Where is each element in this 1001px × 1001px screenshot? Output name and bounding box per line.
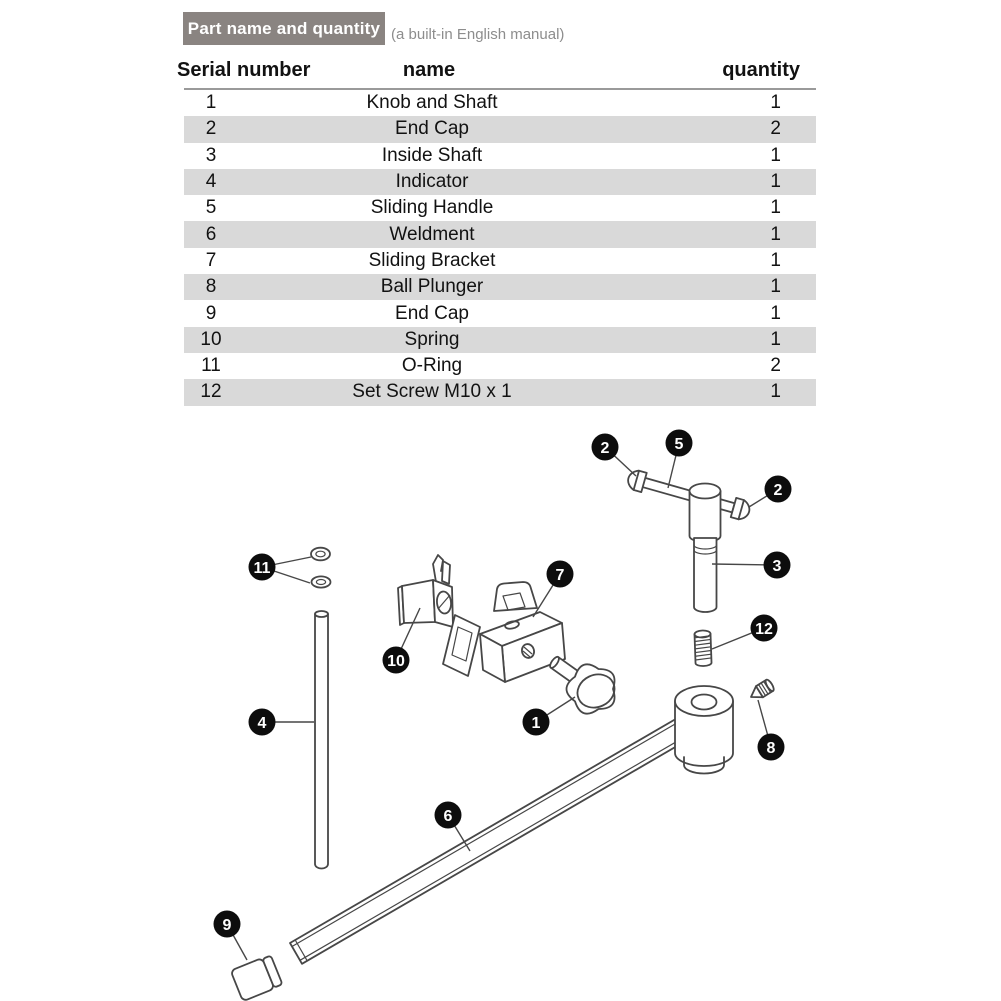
cell-serial: 8 <box>205 276 217 298</box>
callout-number: 5 <box>674 435 684 453</box>
cell-name: O-Ring <box>401 355 463 377</box>
callout-number: 1 <box>531 714 541 732</box>
table-row <box>184 379 816 405</box>
cell-qty: 1 <box>770 223 781 245</box>
cell-qty: 1 <box>770 171 781 193</box>
cell-name: Inside Shaft <box>381 144 483 166</box>
part-knob-and-shaft <box>548 655 620 713</box>
callout-7 <box>533 561 574 618</box>
callout-number: 8 <box>766 739 776 757</box>
cell-serial: 4 <box>205 171 217 193</box>
part-weldment <box>290 686 733 964</box>
cell-name: Indicator <box>395 171 469 193</box>
part-indicator-rod <box>315 611 328 869</box>
table-row <box>184 353 816 379</box>
callout-6 <box>435 802 471 852</box>
cell-serial: 11 <box>201 355 221 377</box>
cell-qty: 1 <box>770 249 781 271</box>
callout-2 <box>749 476 792 508</box>
table-row <box>184 169 816 195</box>
table-row <box>184 274 816 300</box>
cell-name: Set Screw M10 x 1 <box>352 381 512 403</box>
cell-name: End Cap <box>395 302 469 324</box>
callout-11 <box>249 554 312 584</box>
callout-number: 10 <box>387 652 405 670</box>
section-subtitle: (a built-in English manual) <box>391 26 565 43</box>
cell-qty: 2 <box>770 118 781 140</box>
callout-9 <box>214 911 248 961</box>
part-end-cap-top-right <box>731 498 752 522</box>
part-spring-clip <box>398 555 453 627</box>
parts-table <box>177 56 816 406</box>
column-header-name: name <box>402 59 456 81</box>
table-row <box>184 195 816 221</box>
cell-qty: 2 <box>770 355 781 377</box>
cell-serial: 12 <box>200 381 222 403</box>
callout-8 <box>758 700 785 761</box>
table-row <box>184 300 816 326</box>
cell-qty: 1 <box>770 328 781 350</box>
callout-12 <box>712 615 778 650</box>
cell-serial: 9 <box>205 302 217 324</box>
callout-number: 4 <box>257 714 267 732</box>
callout-1 <box>523 697 576 736</box>
cell-qty: 1 <box>770 144 781 166</box>
cell-serial: 5 <box>205 197 217 219</box>
callout-number: 6 <box>443 807 453 825</box>
cell-qty: 1 <box>770 276 781 298</box>
cell-name: Spring <box>404 328 460 350</box>
cell-name: Weldment <box>389 223 475 245</box>
cell-serial: 6 <box>205 223 217 245</box>
cell-serial: 1 <box>205 92 217 114</box>
callout-5 <box>666 430 693 489</box>
exploded-diagram <box>0 425 1001 1001</box>
cell-qty: 1 <box>770 302 781 324</box>
callout-number: 2 <box>600 439 610 457</box>
cell-qty: 1 <box>770 92 781 114</box>
cell-qty: 1 <box>770 197 781 219</box>
part-ball-plunger <box>748 679 776 703</box>
table-row <box>184 90 816 116</box>
table-body <box>184 90 816 406</box>
part-inside-shaft <box>690 484 721 613</box>
cell-name: Knob and Shaft <box>366 92 498 114</box>
part-o-rings <box>311 548 331 588</box>
part-sliding-bracket <box>443 582 565 682</box>
cell-qty: 1 <box>770 381 781 403</box>
section-badge: Part name and quantity <box>183 12 385 45</box>
column-header-serial: Serial number <box>177 59 311 81</box>
callout-number: 2 <box>773 481 783 499</box>
callout-number: 3 <box>772 557 782 575</box>
cell-name: Sliding Bracket <box>368 249 496 271</box>
table-row <box>184 116 816 142</box>
table-row <box>184 221 816 247</box>
cell-name: Sliding Handle <box>370 197 494 219</box>
table-row <box>184 327 816 353</box>
callout-4 <box>249 709 315 736</box>
part-end-cap-top-left <box>626 468 647 492</box>
cell-name: Ball Plunger <box>380 276 484 298</box>
callout-number: 11 <box>253 559 271 577</box>
cell-serial: 10 <box>200 328 222 350</box>
part-end-cap-bottom <box>231 955 283 1001</box>
table-row <box>184 143 816 169</box>
table-row <box>184 248 816 274</box>
cell-serial: 3 <box>205 144 217 166</box>
cell-serial: 2 <box>205 118 217 140</box>
callout-number: 12 <box>755 620 773 638</box>
column-header-quantity: quantity <box>722 59 800 81</box>
cell-serial: 7 <box>205 249 217 271</box>
table-header <box>177 56 816 90</box>
part-set-screw <box>694 630 711 666</box>
cell-name: End Cap <box>395 118 469 140</box>
callout-2 <box>592 434 637 477</box>
callout-number: 7 <box>555 566 565 584</box>
callout-3 <box>712 552 791 579</box>
callout-number: 9 <box>222 916 232 934</box>
